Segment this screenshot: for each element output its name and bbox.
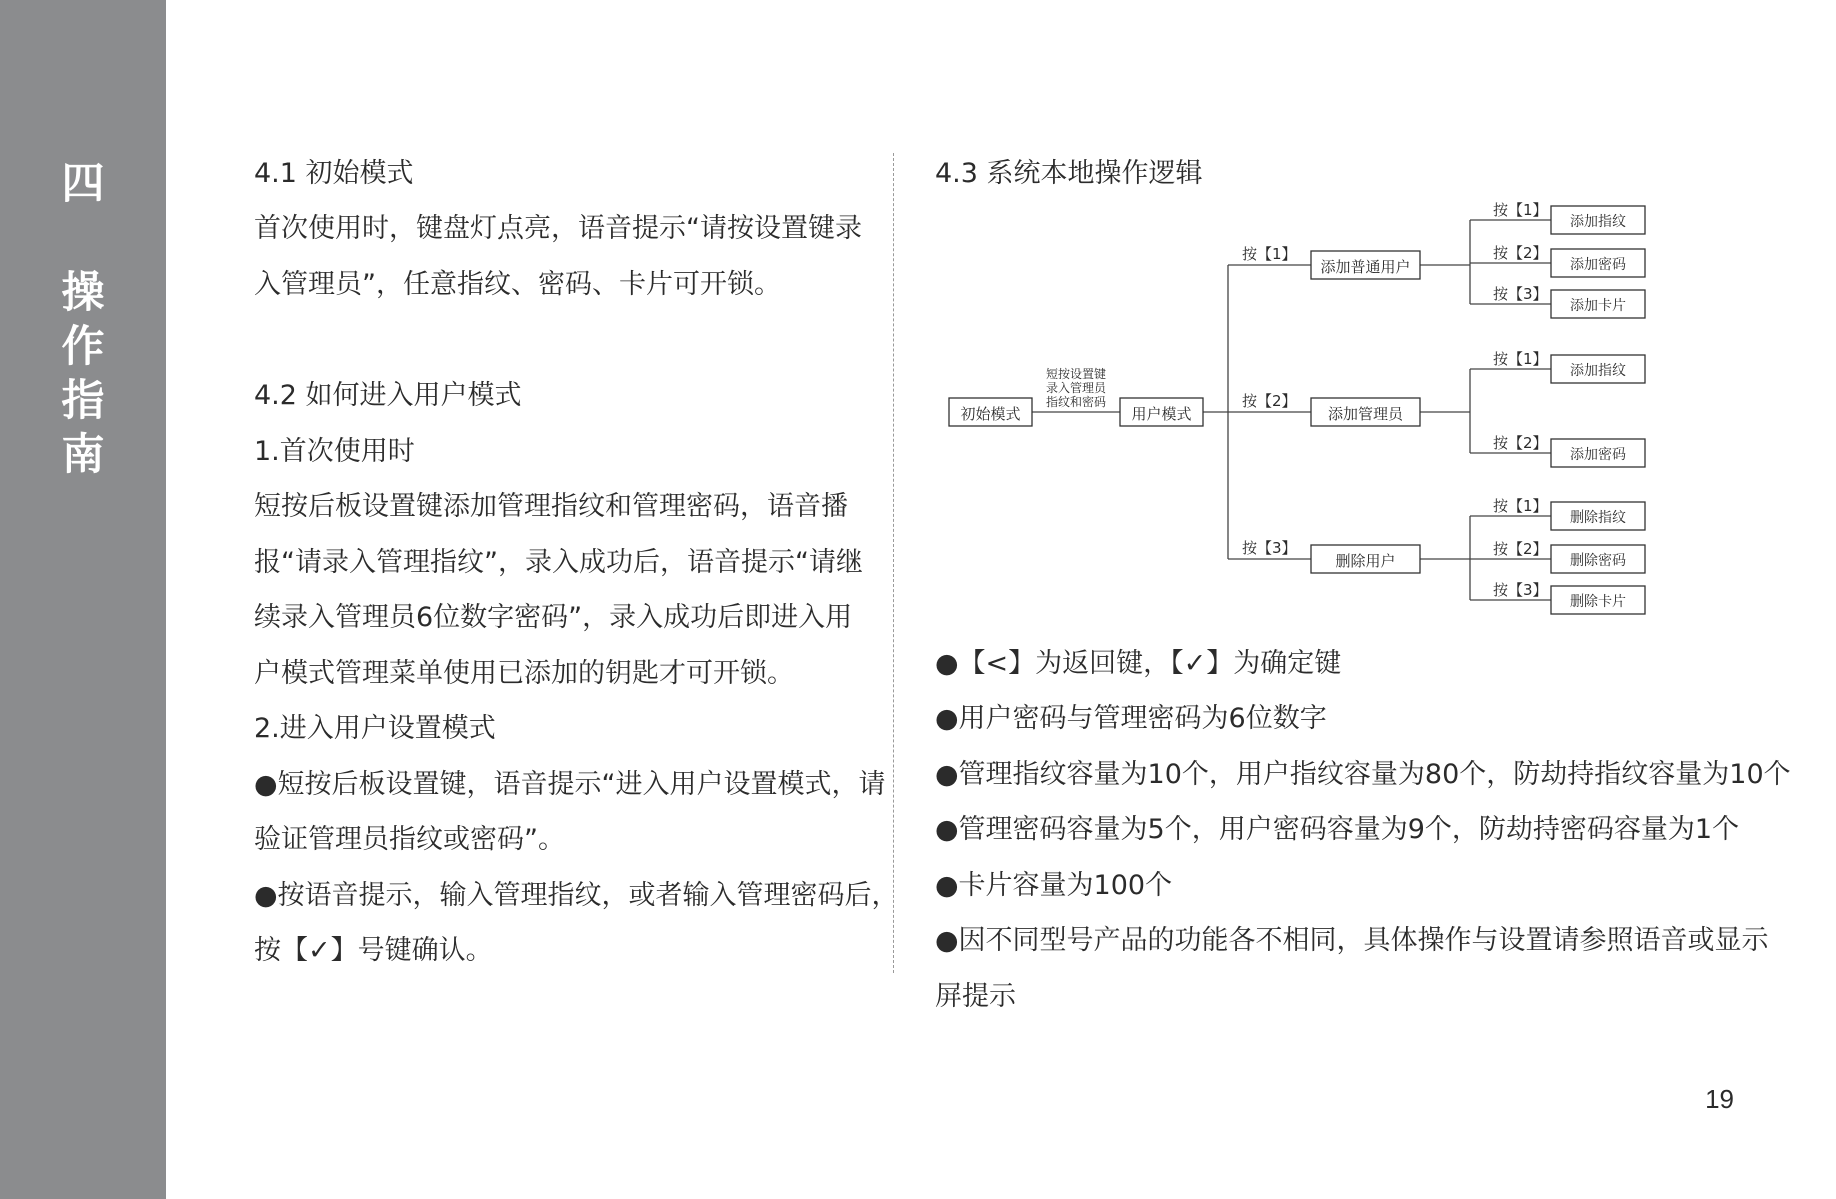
paragraph-line: 续录入管理员6位数字密码”，录入成功后即进入用 [254,602,853,633]
note-line: ●因不同型号产品的功能各不相同，具体操作与设置请参照语音或显示 [935,925,1769,956]
page-number: 19 [1705,1084,1734,1114]
node-delete-user [1311,545,1420,573]
note-line: ●卡片容量为100个 [935,870,1173,901]
leaf-key-label: 按【3】 [1493,285,1548,303]
subsection-heading: 1.首次使用时 [254,436,415,467]
svg-text:初始模式: 初始模式 [960,405,1021,423]
paragraph-line: ●按语音提示，输入管理指纹，或者输入管理密码后， [254,880,899,911]
leaf-add-card [1551,290,1645,318]
node-add-admin [1311,398,1420,426]
svg-text:录入管理员: 录入管理员 [1045,381,1107,395]
paragraph-line: ●短按后板设置键，语音提示“进入用户设置模式，请 [254,769,886,800]
paragraph-line: 首次使用时，键盘灯点亮，语音提示“请按设置键录 [254,213,862,244]
node-add-normal-user [1311,251,1420,279]
leaf-key-label: 按【1】 [1493,350,1548,368]
svg-text:添加密码: 添加密码 [1570,447,1626,463]
chapter-title-char: 操 [61,268,105,318]
chapter-number: 四 [61,159,105,209]
paragraph-line: 短按后板设置键添加管理指纹和管理密码，语音播 [254,491,848,522]
svg-text:删除卡片: 删除卡片 [1570,594,1626,610]
node-initial-mode [949,398,1032,426]
leaf-add-fingerprint [1551,206,1645,234]
note-line: ●用户密码与管理密码为6位数字 [935,703,1327,734]
leaf-admin-add-fingerprint [1551,355,1645,383]
svg-text:添加指纹: 添加指纹 [1570,363,1626,379]
section-4-2-heading: 4.2 如何进入用户模式 [254,380,522,411]
section-4-1-heading: 4.1 初始模式 [254,158,414,189]
note-line: 屏提示 [935,981,1016,1012]
svg-text:删除密码: 删除密码 [1570,553,1626,569]
leaf-key-label: 按【2】 [1493,244,1548,262]
paragraph-line: 报“请录入管理指纹”，录入成功后，语音提示“请继 [254,547,863,578]
note-line: ●【<】为返回键，【✓】为确定键 [935,648,1342,679]
section-4-3-heading: 4.3 系统本地操作逻辑 [935,158,1203,189]
leaf-admin-add-password [1551,439,1645,467]
node-user-mode [1120,398,1203,426]
leaf-key-label: 按【2】 [1493,540,1548,558]
paragraph-line: 验证管理员指纹或密码”。 [254,824,565,855]
branch-key-label: 按【2】 [1242,392,1297,410]
leaf-key-label: 按【1】 [1493,201,1548,219]
svg-text:指纹和密码: 指纹和密码 [1045,395,1107,409]
subsection-heading: 2.进入用户设置模式 [254,713,496,744]
svg-text:添加管理员: 添加管理员 [1327,405,1404,423]
svg-text:删除指纹: 删除指纹 [1570,510,1626,526]
svg-text:短按设置键: 短按设置键 [1045,367,1107,381]
leaf-key-label: 按【3】 [1493,581,1548,599]
transition-label [1046,366,1107,409]
paragraph-line: 户模式管理菜单使用已添加的钥匙才可开锁。 [254,658,794,689]
chapter-title-char: 指 [61,376,105,426]
svg-text:添加卡片: 添加卡片 [1570,298,1626,314]
svg-text:删除用户: 删除用户 [1335,552,1396,570]
leaf-key-label: 按【1】 [1493,497,1548,515]
leaf-add-password [1551,249,1645,277]
paragraph-line: 按【✓】号键确认。 [254,935,493,966]
branch-key-label: 按【3】 [1242,539,1297,557]
leaf-delete-card [1551,586,1645,614]
chapter-title-char: 南 [61,430,105,480]
svg-text:用户模式: 用户模式 [1131,405,1192,423]
svg-text:添加密码: 添加密码 [1570,257,1626,273]
note-line: ●管理密码容量为5个，用户密码容量为9个，防劫持密码容量为1个 [935,814,1740,845]
note-line: ●管理指纹容量为10个，用户指纹容量为80个，防劫持指纹容量为10个 [935,759,1791,790]
svg-text:添加指纹: 添加指纹 [1570,214,1626,230]
svg-text:添加普通用户: 添加普通用户 [1320,258,1411,276]
leaf-key-label: 按【2】 [1493,434,1548,452]
leaf-delete-fingerprint [1551,502,1645,530]
branch-key-label: 按【1】 [1242,245,1297,263]
chapter-title-char: 作 [61,322,105,372]
paragraph-line: 入管理员”，任意指纹、密码、卡片可开锁。 [254,269,781,300]
leaf-delete-password [1551,545,1645,573]
